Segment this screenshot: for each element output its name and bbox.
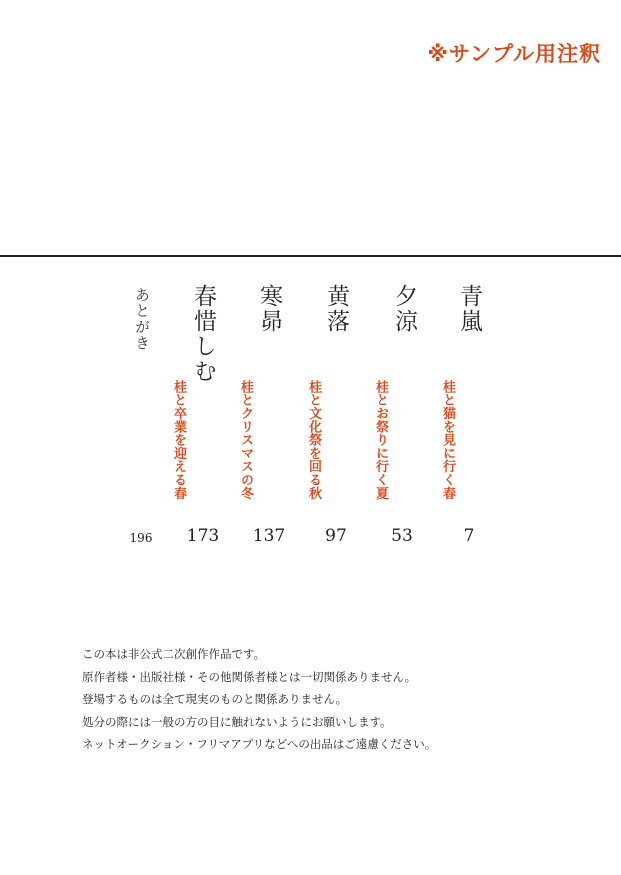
toc-page-2: 53 bbox=[391, 526, 413, 546]
disclaimer-line-4: 処分の際には一般の方の目に触れないようにお願いします。 bbox=[82, 714, 392, 729]
disclaimer-line-2: 原作者様・出版社様・その他関係者様とは一切関係ありません。 bbox=[82, 669, 417, 684]
toc-page-1: 7 bbox=[463, 526, 475, 546]
toc-page-5: 173 bbox=[186, 526, 220, 546]
disclaimer-notes bbox=[82, 643, 602, 756]
toc-page-3: 97 bbox=[325, 526, 347, 546]
toc-title-1: 青嵐 bbox=[456, 284, 482, 334]
toc-page-4: 137 bbox=[252, 526, 286, 546]
toc-title-5: 春惜しむ bbox=[190, 284, 216, 384]
toc-title-6: あとがき bbox=[133, 287, 151, 351]
toc-title-4: 寒昴 bbox=[256, 284, 282, 334]
disclaimer-line-3: 登場するものは全て現実のものと関係ありません。 bbox=[82, 692, 348, 706]
toc-subtitle-1: 桂と猫を見に行く春 bbox=[440, 380, 455, 500]
toc-subtitle-2: 桂とお祭りに行く夏 bbox=[373, 380, 388, 500]
disclaimer-line-1: この本は非公式二次創作作品です。 bbox=[82, 647, 266, 661]
toc-page-6: 196 bbox=[129, 531, 153, 545]
toc-subtitle-4: 桂とクリスマスの冬 bbox=[238, 380, 253, 500]
sample-notice-stamp: ※サンプル用注釈 bbox=[427, 42, 601, 66]
toc-subtitle-3: 桂と文化祭を回る秋 bbox=[306, 380, 321, 500]
disclaimer-line-5: ネットオークション・フリマアプリなどへの出品はご遠慮ください。 bbox=[82, 737, 437, 751]
toc-title-3: 黄落 bbox=[323, 284, 349, 334]
toc-subtitle-5: 桂と卒業を迎える春 bbox=[171, 380, 186, 500]
toc-title-2: 夕涼 bbox=[391, 284, 417, 334]
